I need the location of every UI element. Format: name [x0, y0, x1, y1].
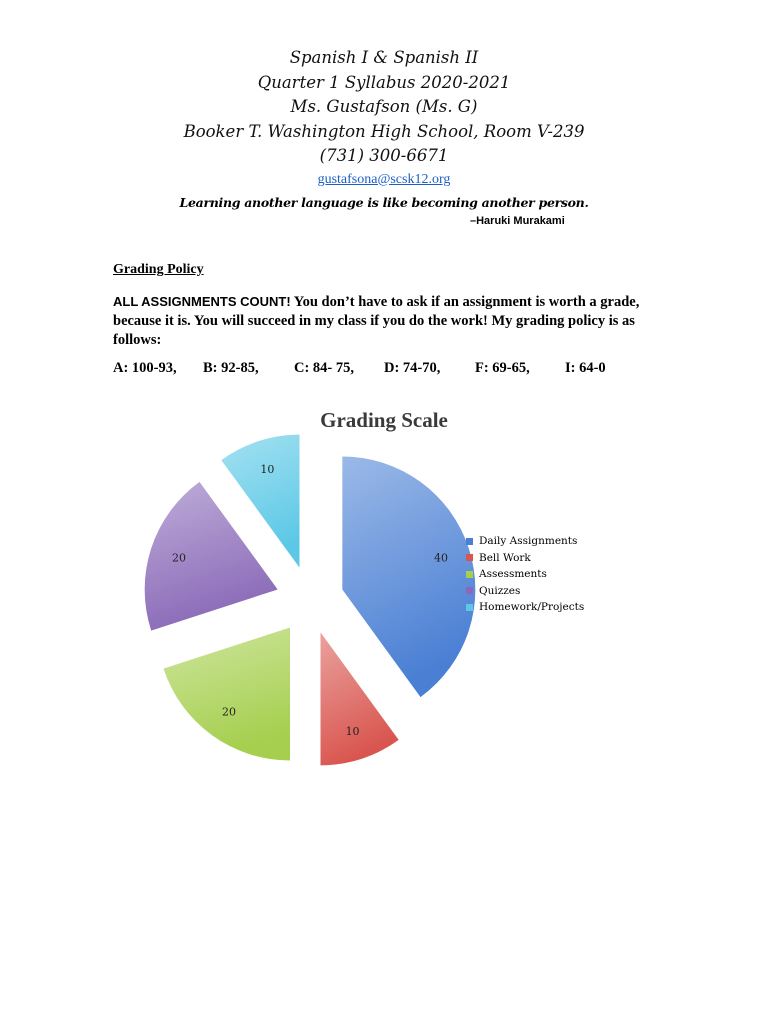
- chart-title: Grading Scale: [320, 408, 448, 432]
- legend-item: [466, 533, 584, 550]
- pie-data-label: 40: [433, 551, 448, 565]
- grading-policy-heading: Grading Policy: [113, 262, 204, 277]
- legend-item: [466, 566, 584, 583]
- chart-legend: [466, 533, 584, 616]
- school-room: Booker T. Washington High School, Room V-239: [183, 121, 585, 141]
- legend-swatch: [466, 571, 473, 578]
- pie-slice-assessments: [164, 628, 290, 761]
- pie-slice-bell-work: [321, 632, 399, 765]
- policy-lead: ALL ASSIGNMENTS COUNT!: [113, 294, 291, 309]
- legend-swatch: [466, 604, 473, 611]
- pie-data-label: 10: [345, 724, 360, 738]
- legend-label: Assessments: [479, 568, 547, 580]
- grade-b: B: 92-85,: [203, 360, 259, 376]
- legend-swatch: [466, 587, 473, 594]
- quote-author: –Haruki Murakami: [470, 215, 565, 227]
- legend-item: [466, 550, 584, 567]
- pie-data-label: 10: [260, 463, 275, 477]
- pie-data-label: 20: [172, 551, 187, 565]
- teacher-name: Ms. Gustafson (Ms. G): [290, 97, 478, 116]
- legend-label: Bell Work: [479, 551, 531, 564]
- course-title: Spanish I & Spanish II: [289, 48, 479, 67]
- syllabus-term: Quarter 1 Syllabus 2020-2021: [257, 72, 511, 92]
- grade-a: A: 100-93,: [113, 360, 177, 376]
- legend-label: Homework/Projects: [479, 601, 585, 613]
- legend-swatch: [466, 538, 473, 545]
- legend-item: [466, 599, 584, 616]
- phone-number: (731) 300-6671: [319, 146, 449, 165]
- grade-c: C: 84- 75,: [294, 360, 355, 376]
- pie-data-label: 20: [222, 705, 237, 719]
- policy-body: You don’t have to ask if an assignment is worth a grade, because it is. You will succeed in my class if you do the work! My grading policy is as follows:: [113, 294, 640, 348]
- legend-label: Daily Assignments: [479, 535, 578, 547]
- legend-swatch: [466, 554, 473, 561]
- pie-slice-daily-assignments: [342, 456, 475, 697]
- legend-item: [466, 583, 584, 600]
- grade-d: D: 74-70,: [384, 360, 441, 376]
- grade-f: F: 69-65,: [475, 360, 530, 376]
- quote-text: Learning another language is like becoming another person.: [179, 195, 589, 210]
- grade-i: I: 64-0: [565, 360, 606, 376]
- legend-label: Quizzes: [479, 584, 521, 597]
- email-link[interactable]: gustafsona@scsk12.org: [317, 171, 451, 187]
